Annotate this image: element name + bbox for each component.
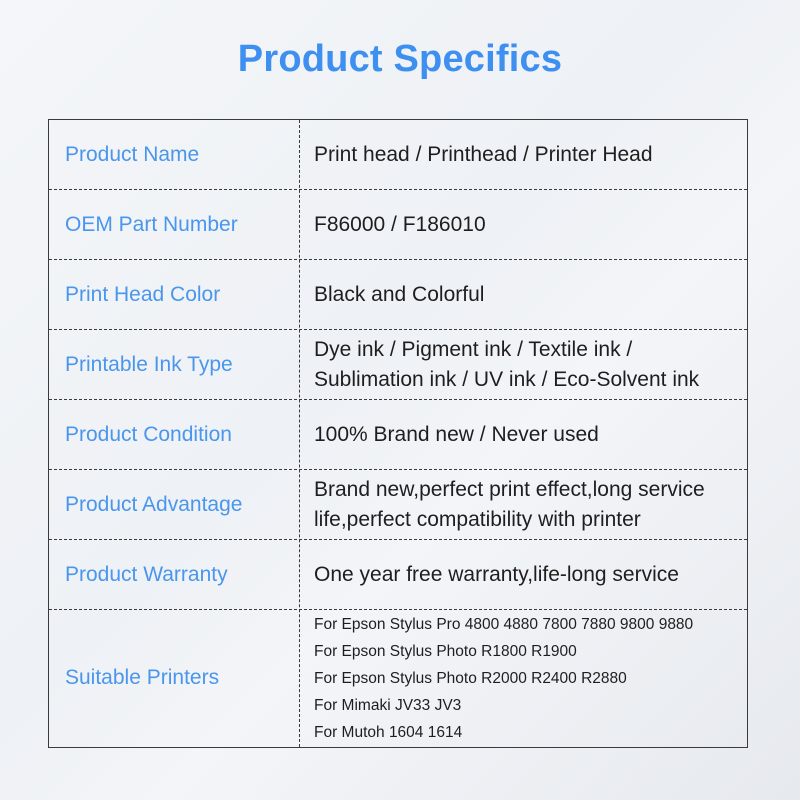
- spec-row-product-name: [49, 120, 747, 190]
- spec-value-line: life,perfect compatibility with printer: [314, 507, 641, 531]
- spec-value: [314, 330, 747, 399]
- spec-label: Product Condition: [65, 422, 232, 446]
- spec-row-suitable-printers: [49, 610, 747, 746]
- spec-label: Suitable Printers: [65, 666, 220, 689]
- spec-value: [314, 190, 747, 259]
- spec-value-line: Brand new,perfect print effect,long service: [314, 477, 705, 501]
- spec-value: [314, 540, 747, 609]
- spec-label: Printable Ink Type: [65, 352, 233, 376]
- spec-value-line: 100% Brand new / Never used: [314, 422, 599, 446]
- spec-label: OEM Part Number: [65, 212, 238, 236]
- spec-row-print-head-color: [49, 260, 747, 330]
- spec-label: Product Name: [65, 142, 200, 166]
- spec-value-line: F86000 / F186010: [314, 212, 486, 236]
- spec-value-line: For Epson Stylus Photo R1800 R1900: [314, 642, 577, 660]
- spec-value-line: For Mutoh 1604 1614: [314, 723, 463, 741]
- page-title: Product Specifics: [237, 38, 563, 80]
- spec-value-line: One year free warranty,life-long service: [314, 562, 679, 586]
- spec-value-line: For Epson Stylus Photo R2000 R2400 R2880: [314, 669, 627, 687]
- spec-table: [48, 119, 748, 748]
- spec-value: [314, 120, 747, 189]
- spec-label: Print Head Color: [65, 282, 221, 306]
- spec-value-line: Sublimation ink / UV ink / Eco-Solvent ink: [314, 367, 700, 391]
- spec-row-product-condition: [49, 400, 747, 470]
- spec-value: [314, 470, 747, 539]
- spec-value-line: Black and Colorful: [314, 282, 485, 306]
- spec-label: Product Advantage: [65, 492, 243, 516]
- spec-value-line: For Epson Stylus Pro 4800 4880 7800 7880 9800 9880: [314, 615, 694, 633]
- spec-value: [314, 610, 747, 746]
- spec-row-product-warranty: [49, 540, 747, 610]
- spec-value-line: Print head / Printhead / Printer Head: [314, 142, 653, 166]
- spec-value: [314, 400, 747, 469]
- spec-row-oem-part-number: [49, 190, 747, 260]
- spec-row-printable-ink-type: [49, 330, 747, 400]
- spec-row-product-advantage: [49, 470, 747, 540]
- spec-value-line: For Mimaki JV33 JV3: [314, 696, 462, 714]
- spec-value-line: Dye ink / Pigment ink / Textile ink /: [314, 337, 633, 361]
- spec-label: Product Warranty: [65, 562, 228, 586]
- spec-value: [314, 260, 747, 329]
